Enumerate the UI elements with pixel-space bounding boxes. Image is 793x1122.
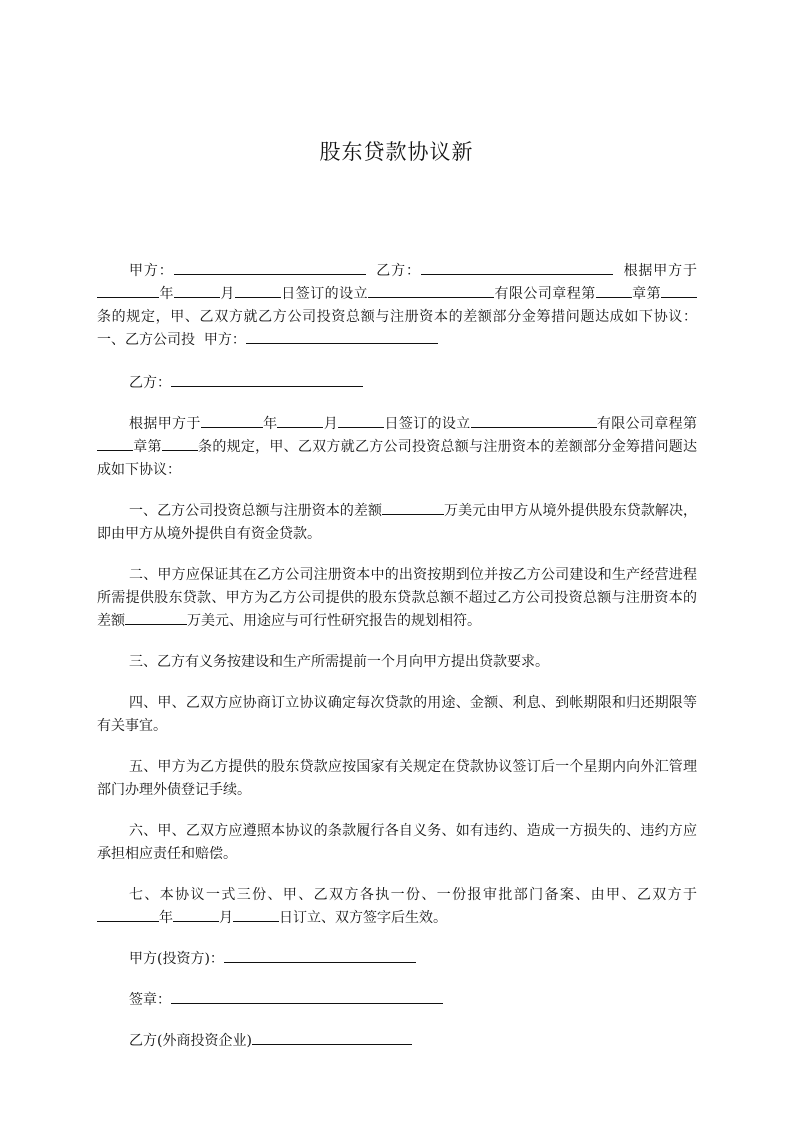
month-label: 月: [219, 286, 235, 302]
paragraph-party-b: [97, 372, 697, 395]
article-text: 条的规定，甲、乙双方就乙方公司投资总额与注册资本的差额部分金筹措问题达成如下协议： 一、乙方公司投: [97, 309, 697, 348]
text-according-2: 根据甲方于: [129, 416, 201, 432]
company-blank-2[interactable]: [471, 413, 597, 428]
enterprise-blank[interactable]: [252, 1030, 412, 1045]
clause-1-text-b: 万美元由甲方从境外提供股东贷款解决，即由甲方从境外提供自有资金贷款。: [97, 503, 697, 542]
party-a-blank-2[interactable]: [246, 329, 438, 344]
clause-2-text-a: 二、甲方应保证其在乙方公司注册资本中的出资按期到位并按乙方公司建设和生产经营进程所需提供股东贷款、甲方为乙方公司提供的股东贷款总额不超过乙方公司投资总额与注册资本的差额: [97, 567, 697, 629]
paragraph-parties: [97, 260, 697, 352]
month-label-2: 月: [323, 416, 339, 432]
party-a-label-2: 甲方：: [203, 332, 246, 348]
clause-1-text-a: 一、乙方公司投资总额与注册资本的差额: [129, 503, 382, 519]
day-label-2: 日签订的设立: [384, 416, 471, 432]
day-label: 日签订的设立: [280, 286, 369, 302]
year-blank[interactable]: [97, 283, 159, 298]
month-blank-2[interactable]: [277, 413, 323, 428]
document-body: [97, 260, 697, 1071]
clause-2-text-b: 万美元、用途应与可行性研究报告的规划相符。: [187, 613, 481, 629]
party-a-blank[interactable]: [174, 260, 366, 275]
chapter-label-2: 章第: [133, 439, 162, 455]
amount-blank-2[interactable]: [125, 610, 187, 625]
day-blank-2[interactable]: [338, 413, 384, 428]
party-a-label: 甲方：: [129, 263, 174, 279]
chapter-blank[interactable]: [596, 283, 632, 298]
text-according: 根据甲方于: [623, 263, 698, 279]
chapter-label: 章第: [631, 286, 662, 302]
signature-seal: [97, 989, 697, 1012]
clause-2: [97, 564, 697, 633]
party-b-blank-2[interactable]: [171, 372, 363, 387]
seal-label: 签章：: [129, 992, 171, 1008]
year-blank-2[interactable]: [201, 413, 263, 428]
clause-7: [97, 884, 697, 930]
party-b-label-2: 乙方：: [129, 375, 171, 391]
month-blank-3[interactable]: [173, 907, 219, 922]
year-label: 年: [159, 286, 174, 302]
company-blank[interactable]: [368, 283, 494, 298]
clause-6: 六、甲、乙双方应遵照本协议的条款履行各自义务、如有违约、造成一方损失的、违约方应承担相应责任和赔偿。: [97, 823, 697, 862]
day-blank[interactable]: [235, 283, 281, 298]
day-blank-3[interactable]: [233, 907, 279, 922]
signature-enterprise: [97, 1030, 697, 1053]
clause-5: 五、甲方为乙方提供的股东贷款应按国家有关规定在贷款协议签订后一个星期内向外汇管理部门办理外债登记手续。: [97, 759, 697, 798]
party-b-blank[interactable]: [421, 260, 613, 275]
month-label-3: 月: [219, 910, 233, 926]
seal-blank[interactable]: [171, 989, 443, 1004]
article-text-2: 条的规定，甲、乙双方就乙方公司投资总额与注册资本的差额部分金筹措问题达成如下协议：: [97, 439, 698, 478]
year-label-2: 年: [262, 416, 278, 432]
investor-label: 甲方(投资方)：: [129, 951, 224, 967]
year-label-3: 年: [159, 910, 173, 926]
clause-7-text-b: 日订立、双方签字后生效。: [279, 910, 447, 926]
clause-7-text-a: 七、本协议一式三份、甲、乙双方各执一份、一份报审批部门备案、由甲、乙双方于: [129, 887, 697, 903]
company-label: 有限公司章程第: [494, 286, 596, 302]
amount-blank-1[interactable]: [382, 500, 444, 515]
chapter-blank-2[interactable]: [97, 436, 133, 451]
document-title: 股东贷款协议新: [319, 140, 474, 164]
signature-investor: [97, 948, 697, 971]
investor-blank[interactable]: [224, 948, 416, 963]
clause-1: [97, 500, 697, 546]
paragraph-preamble: [97, 413, 697, 482]
party-b-label: 乙方：: [376, 263, 421, 279]
clause-4: 四、甲、乙双方应协商订立协议确定每次贷款的用途、金额、利息、到帐期限和归还期限等有关事宜。: [97, 695, 697, 734]
year-blank-3[interactable]: [97, 907, 159, 922]
article-blank-2[interactable]: [162, 436, 198, 451]
company-label-2: 有限公司章程第: [596, 416, 698, 432]
enterprise-label: 乙方(外商投资企业): [129, 1033, 252, 1049]
month-blank[interactable]: [174, 283, 220, 298]
article-blank[interactable]: [661, 283, 697, 298]
clause-3: 三、乙方有义务按建设和生产所需提前一个月向甲方提出贷款要求。: [129, 654, 549, 670]
